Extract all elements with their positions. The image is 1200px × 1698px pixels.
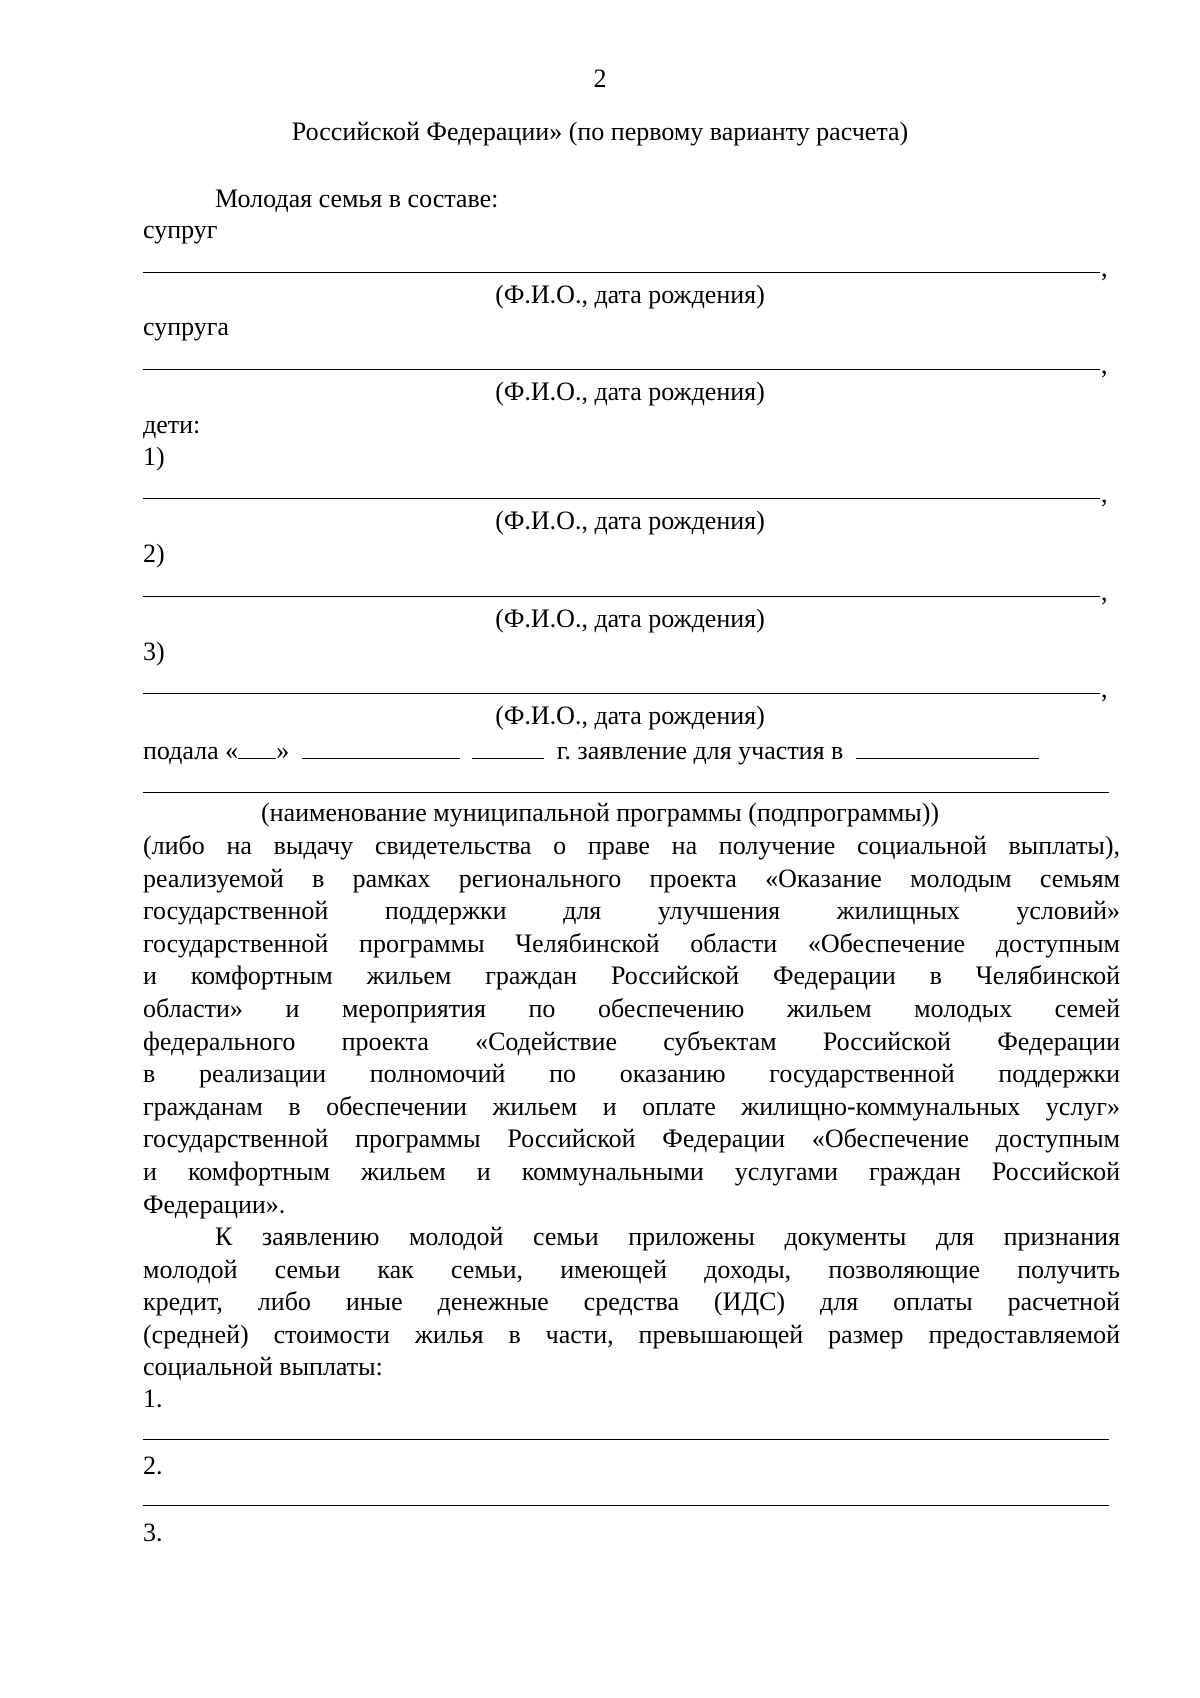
child-3-fio-line[interactable]: [143, 693, 1100, 694]
husband-fio-line[interactable]: [143, 272, 1100, 273]
page-heading: Российской Федерации» (по первому варианту расчета): [291, 117, 909, 146]
paragraph-line: реализуемой в рамках регионального проекта «Оказание молодым семьям: [143, 863, 1120, 893]
label-wife: супруга: [143, 312, 229, 341]
fio-caption: (Ф.И.О., дата рождения): [495, 377, 765, 406]
wife-fio-line[interactable]: [143, 369, 1100, 370]
comma: ,: [1101, 479, 1108, 508]
child-2-fio-line[interactable]: [143, 596, 1100, 597]
program-caption: (наименование муниципальной программы (подпрограммы)): [261, 798, 940, 827]
day-field[interactable]: [238, 734, 276, 759]
paragraph-line: Федерации».: [143, 1189, 286, 1219]
submitted-quote-close: »: [276, 736, 290, 765]
program-name-line[interactable]: [143, 792, 1109, 793]
paragraph-line: К заявлению молодой семьи приложены документы для признания: [215, 1222, 1120, 1251]
doc-item-2: 2.: [143, 1451, 163, 1480]
paragraph-line: государственной программы Российской Федерации «Обеспечение доступным: [143, 1124, 1120, 1154]
fio-caption: (Ф.И.О., дата рождения): [495, 506, 765, 535]
fio-caption: (Ф.И.О., дата рождения): [495, 701, 765, 730]
fio-caption: (Ф.И.О., дата рождения): [495, 280, 765, 309]
paragraph-line: (средней) стоимости жилья в части, превышающей размер предоставляемой: [143, 1319, 1120, 1349]
label-child-1: 1): [143, 442, 165, 471]
paragraph-attached-documents: [143, 1221, 1120, 1384]
submitted-line: [143, 734, 1039, 766]
family-intro: Молодая семья в составе:: [215, 184, 499, 213]
paragraph-line: государственной программы Челябинской области «Обеспечение доступным: [143, 928, 1120, 958]
month-field[interactable]: [302, 734, 460, 759]
paragraph-line: (либо на выдачу свидетельства о праве на получение социальной выплаты),: [143, 831, 1120, 860]
label-husband: супруг: [143, 215, 218, 244]
label-child-2: 2): [143, 539, 165, 568]
fio-caption: (Ф.И.О., дата рождения): [495, 604, 765, 633]
paragraph-line: и комфортным жильем и коммунальными услугами граждан Российской: [143, 1156, 1120, 1186]
paragraph-line: в реализации полномочий по оказанию государственной поддержки: [143, 1059, 1120, 1089]
paragraph-line: кредит, либо иные денежные средства (ИДС) для оплаты расчетной: [143, 1287, 1120, 1317]
comma: ,: [1101, 350, 1108, 379]
label-child-3: 3): [143, 637, 165, 666]
paragraph-line: области» и мероприятия по обеспечению жильем молодых семей: [143, 993, 1120, 1023]
paragraph-line: социальной выплаты:: [143, 1352, 383, 1382]
label-children: дети:: [143, 410, 201, 439]
paragraph-line: и комфортным жильем граждан Российской Федерации в Челябинской: [143, 961, 1120, 991]
comma: ,: [1101, 577, 1108, 606]
page-number: 2: [593, 64, 607, 93]
year-field[interactable]: [472, 734, 544, 759]
paragraph-line: государственной поддержки для улучшения жилищных условий»: [143, 896, 1120, 926]
program-field-start[interactable]: [856, 734, 1039, 759]
paragraph-line: гражданам в обеспечении жильем и оплате жилищно-коммунальных услуг»: [143, 1091, 1120, 1121]
doc-item-3: 3.: [143, 1518, 163, 1547]
comma: ,: [1101, 674, 1108, 703]
paragraph-program-description: [143, 830, 1120, 1221]
paragraph-line: молодой семьи как семьи, имеющей доходы, позволяющие получить: [143, 1254, 1120, 1284]
comma: ,: [1101, 253, 1108, 282]
child-1-fio-line[interactable]: [143, 498, 1100, 499]
submitted-prefix: подала «: [143, 736, 239, 765]
paragraph-line: федерального проекта «Содействие субъектам Российской Федерации: [143, 1026, 1120, 1056]
doc-item-1-line[interactable]: [143, 1439, 1109, 1440]
submitted-year-suffix: г. заявление для участия в: [556, 736, 844, 765]
doc-item-2-line[interactable]: [143, 1505, 1109, 1506]
doc-item-1: 1.: [143, 1384, 163, 1413]
